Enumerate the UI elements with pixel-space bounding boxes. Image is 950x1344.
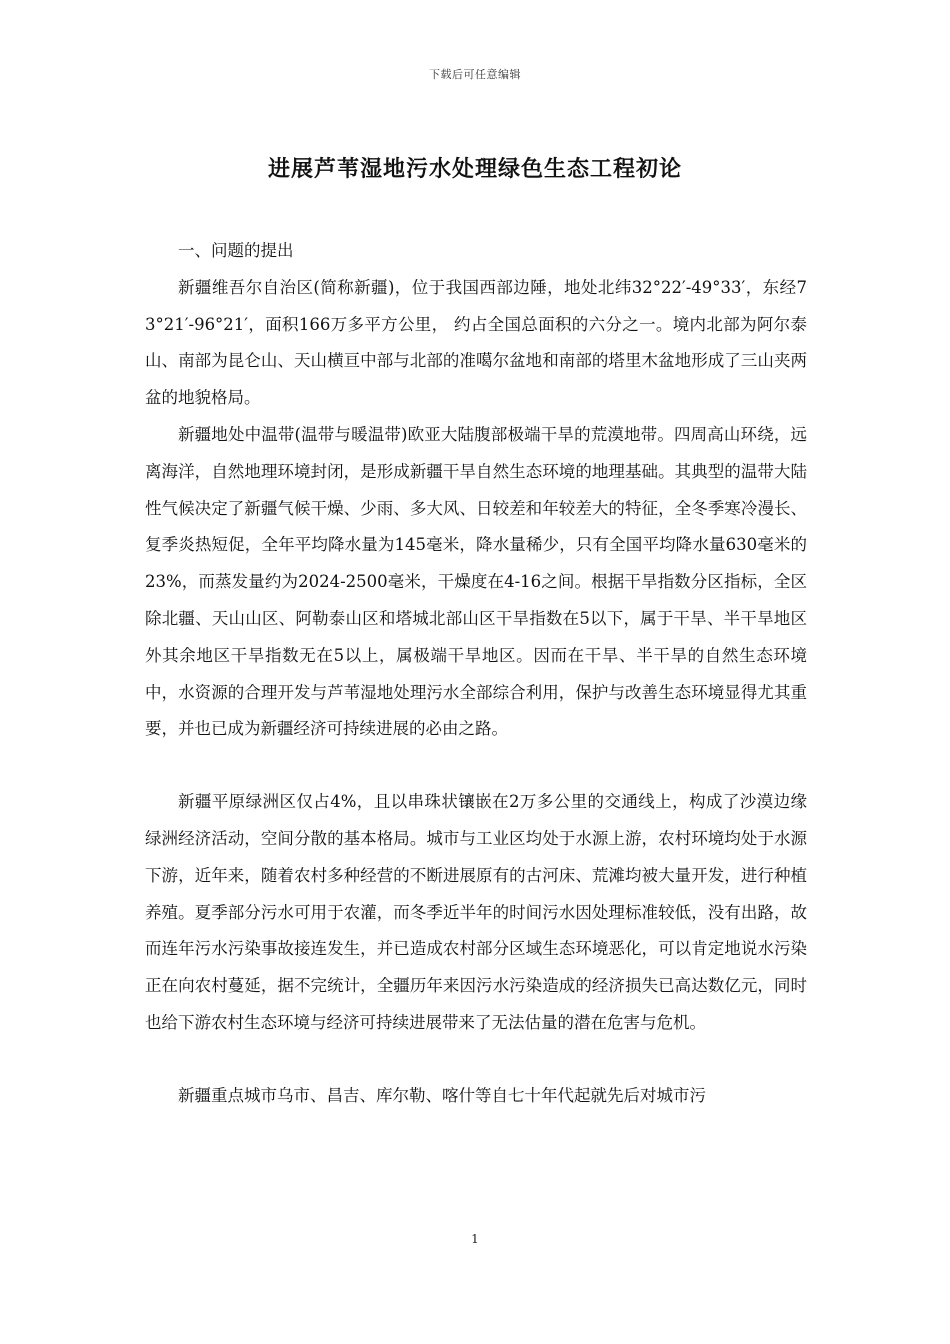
paragraph-cities: 新疆重点城市乌市、昌吉、库尔勒、喀什等自七十年代起就先后对城市污	[178, 1085, 706, 1105]
paragraph-oasis: 新疆平原绿洲区仅占4%，且以串珠状镶嵌在2万多公里的交通线上，构成了沙漠边缘绿洲经济活动，空间分散的基本格局。城市与工业区均处于水源上游，农村环境均处于水源下游，近年来，随着农村多种经营的不断进展原有的古河床、荒滩均被大量开发，进行种植养殖。夏季部分污水可用于农灌，而冬季近半年的时间污水因处理标准较低，没有出路，故而连年污水污染事故接连发生，并已造成农村部分区域生态环境恶化，可以肯定地说水污染正在向农村蔓延，据不完统计，全疆历年来因污水污染造成的经济损失已高达数亿元，同时也给下游农村生态环境与经济可持续进展带来了无法估量的潜在危害与危机。	[145, 792, 807, 1032]
document-body	[145, 233, 807, 1115]
document-title: 进展芦苇湿地污水处理绿色生态工程初论	[267, 156, 682, 182]
page-number: 1	[471, 1232, 479, 1246]
section-heading: 一、问题的提出	[178, 241, 294, 260]
paragraph-climate: 新疆地处中温带(温带与暖温带)欧亚大陆腹部极端干旱的荒漠地带。四周高山环绕，远离海洋，自然地理环境封闭，是形成新疆干旱自然生态环境的地理基础。其典型的温带大陆性气候决定了新疆气候干燥、少雨、多大风、日较差和年较差大的特征，全冬季寒冷漫长、复季炎热短促，全年平均降水量为145毫米，降水量稀少，只有全国平均降水量630毫米的23%，而蒸发量约为2024-2500毫米，干燥度在4-16之间。根据干旱指数分区指标，全区除北疆、天山山区、阿勒泰山区和塔城北部山区干旱指数在5以下，属于干旱、半干旱地区外其余地区干旱指数无在5以上，属极端干旱地区。因而在干旱、半干旱的自然生态环境中，水资源的合理开发与芦苇湿地处理污水全部综合利用，保护与改善生态环境显得尤其重要，并也已成为新疆经济可持续进展的必由之路。	[145, 424, 807, 739]
header-note: 下载后可任意编辑	[429, 68, 521, 81]
paragraph-location: 新疆维吾尔自治区(简称新疆)，位于我国西部边陲，地处北纬32°22′-49°33′，东经73°21′-96°21′，面积166万多平方公里， 约占全国总面积的六分之一。境内北部为阿尔泰山、南部为昆仑山、天山横亘中部与北部的准噶尔盆地和南部的塔里木盆地形成了三山夹两盆的地貌格局。	[145, 277, 807, 408]
